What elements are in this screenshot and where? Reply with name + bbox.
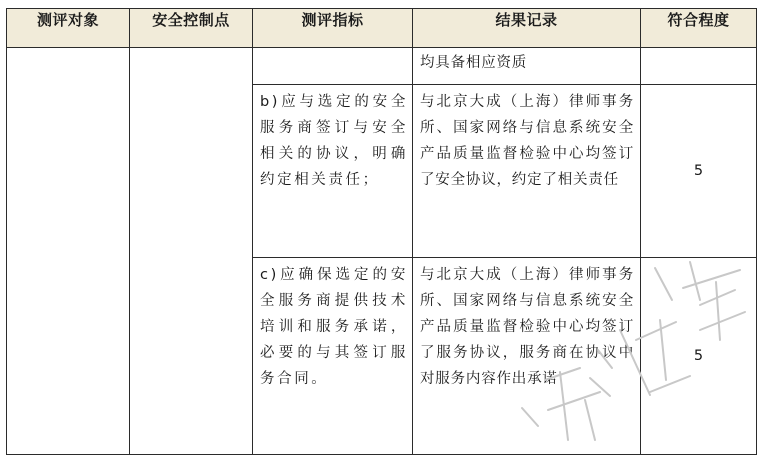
- table-row: [7, 48, 757, 85]
- header-indicator: 测评指标: [253, 9, 413, 48]
- result-cell: 与北京大成（上海）律师事务所、国家网络与信息系统安全产品质量监督检验中心均签订了服务协议，服务商在协议中对服务内容作出承诺: [413, 258, 641, 455]
- indicator-cell: b)应与选定的安全服务商签订与安全相关的协议，明确约定相关责任；: [253, 85, 413, 258]
- indicator-cell: [253, 48, 413, 85]
- conformity-cell: 5: [641, 85, 757, 258]
- object-cell: [7, 48, 130, 455]
- conformity-cell: [641, 48, 757, 85]
- header-row: [7, 9, 757, 48]
- result-cell: 均具备相应资质: [413, 48, 641, 85]
- control-point-cell: [130, 48, 253, 455]
- header-object: 测评对象: [7, 9, 130, 48]
- indicator-cell: c)应确保选定的安全服务商提供技术培训和服务承诺，必要的与其签订服务合同。: [253, 258, 413, 455]
- header-control-point: 安全控制点: [130, 9, 253, 48]
- header-result: 结果记录: [413, 9, 641, 48]
- conformity-cell: 5: [641, 258, 757, 455]
- result-cell: 与北京大成（上海）律师事务所、国家网络与信息系统安全产品质量监督检验中心均签订了安全协议，约定了相关责任: [413, 85, 641, 258]
- header-conformity: 符合程度: [641, 9, 757, 48]
- assessment-table: [6, 8, 757, 455]
